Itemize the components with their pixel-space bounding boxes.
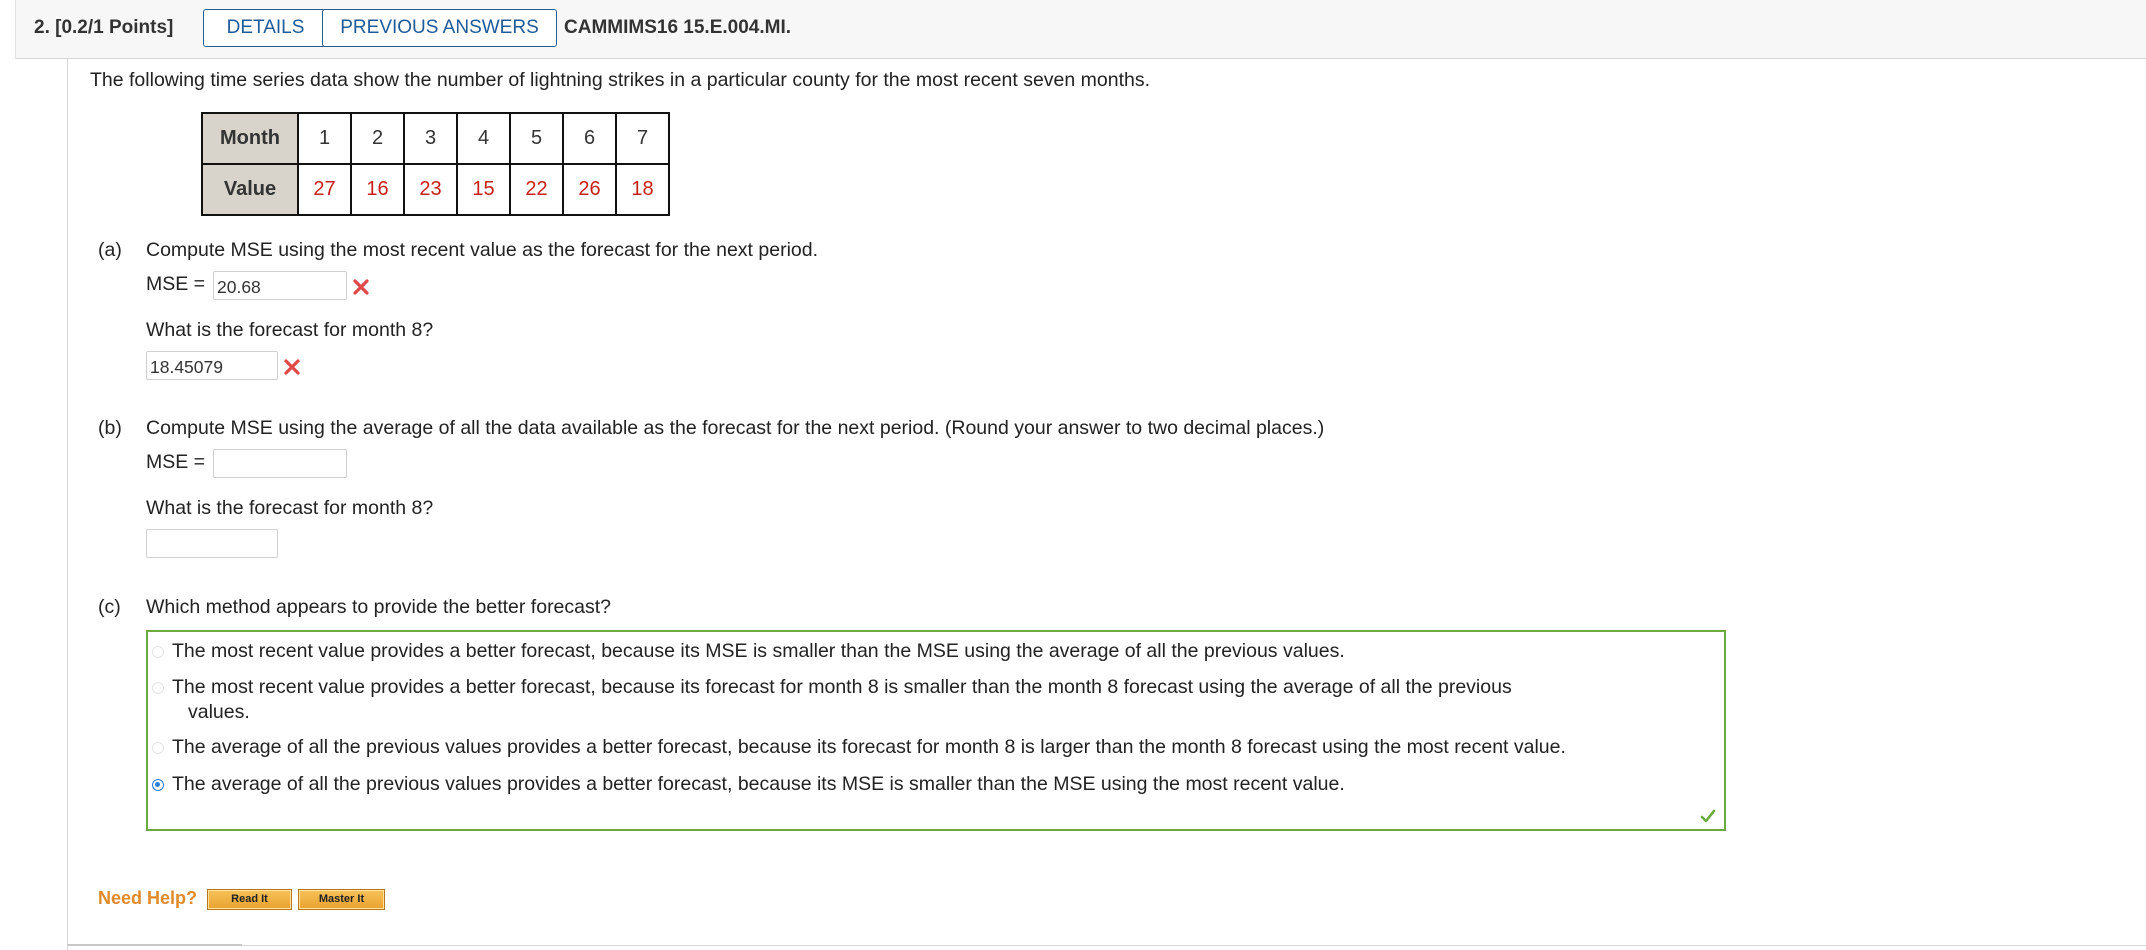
choice-text-continued: values. [188,701,250,723]
value-cell: 23 [404,164,457,215]
radio-button[interactable] [152,646,164,658]
radio-button-selected[interactable] [152,779,164,791]
part-b-forecast-input[interactable] [146,529,278,558]
bottom-divider-accent [67,944,242,946]
part-c-label: (c) [98,596,121,618]
part-b-mse-input[interactable] [213,449,347,478]
answer-choices [146,630,1726,831]
radio-button[interactable] [152,742,164,754]
bottom-divider [67,945,2146,946]
details-button[interactable]: DETAILS [203,9,328,47]
value-cell: 27 [298,164,351,215]
part-a-label: (a) [98,239,122,261]
month-row [202,113,669,164]
value-cell: 18 [616,164,669,215]
choice-label [172,639,1717,664]
part-a-mse-label: MSE = [146,273,206,295]
part-b-forecast-question: What is the forecast for month 8? [146,497,434,519]
choice-text-line: The average of all the previous values provides a better forecast, because its forecast for month 8 is larger than the month 8 forecast using the most recent value. [172,736,1566,758]
radio-button[interactable] [152,682,164,694]
intro-text: The following time series data show the number of lightning strikes in a particular county for the most recent seven months. [90,69,1151,91]
left-divider [67,59,68,950]
correct-check-icon [1700,809,1716,823]
choice-text-line: The most recent value provides a better forecast, because its forecast for month 8 is smaller than the month 8 forecast using the average of all the previous [172,676,1512,698]
previous-answers-button[interactable]: PREVIOUS ANSWERS [322,9,557,47]
part-b-label: (b) [98,417,122,439]
choice-label [172,675,1717,725]
month-cell: 5 [510,113,563,164]
month-cell: 3 [404,113,457,164]
value-cell: 26 [563,164,616,215]
incorrect-icon [283,358,301,376]
month-cell: 4 [457,113,510,164]
value-row [202,164,669,215]
question-header [15,0,2146,59]
part-a-forecast-input[interactable] [146,351,278,380]
month-cell: 6 [563,113,616,164]
choice-text-line: The most recent value provides a better forecast, because its MSE is smaller than the MSE using the average of all the previous values. [172,640,1345,662]
part-a-mse-input[interactable] [213,271,347,300]
read-it-button[interactable]: Read It [207,889,292,910]
incorrect-icon [352,278,370,296]
value-header: Value [202,164,298,215]
choice-text-line: The average of all the previous values provides a better forecast, because its MSE is smaller than the MSE using the most recent value. [172,773,1345,795]
time-series-table [201,112,670,216]
value-cell: 22 [510,164,563,215]
question-number: 2. [0.2/1 Points] [34,17,174,38]
master-it-button[interactable]: Master It [298,889,385,910]
value-cell: 16 [351,164,404,215]
value-cell: 15 [457,164,510,215]
part-b-question: Compute MSE using the average of all the data available as the forecast for the next period. (Round your answer to two decimal places.) [146,417,1325,439]
part-c-question: Which method appears to provide the better forecast? [146,596,612,618]
choice-label [172,735,1717,760]
part-b-mse-label: MSE = [146,451,206,473]
need-help-label: Need Help? [98,888,198,908]
part-a-forecast-question: What is the forecast for month 8? [146,319,434,341]
source-code: CAMMIMS16 15.E.004.MI. [564,17,792,38]
month-cell: 2 [351,113,404,164]
month-header: Month [202,113,298,164]
choice-label [172,772,1717,797]
part-a-question: Compute MSE using the most recent value as the forecast for the next period. [146,239,819,261]
month-cell: 7 [616,113,669,164]
month-cell: 1 [298,113,351,164]
